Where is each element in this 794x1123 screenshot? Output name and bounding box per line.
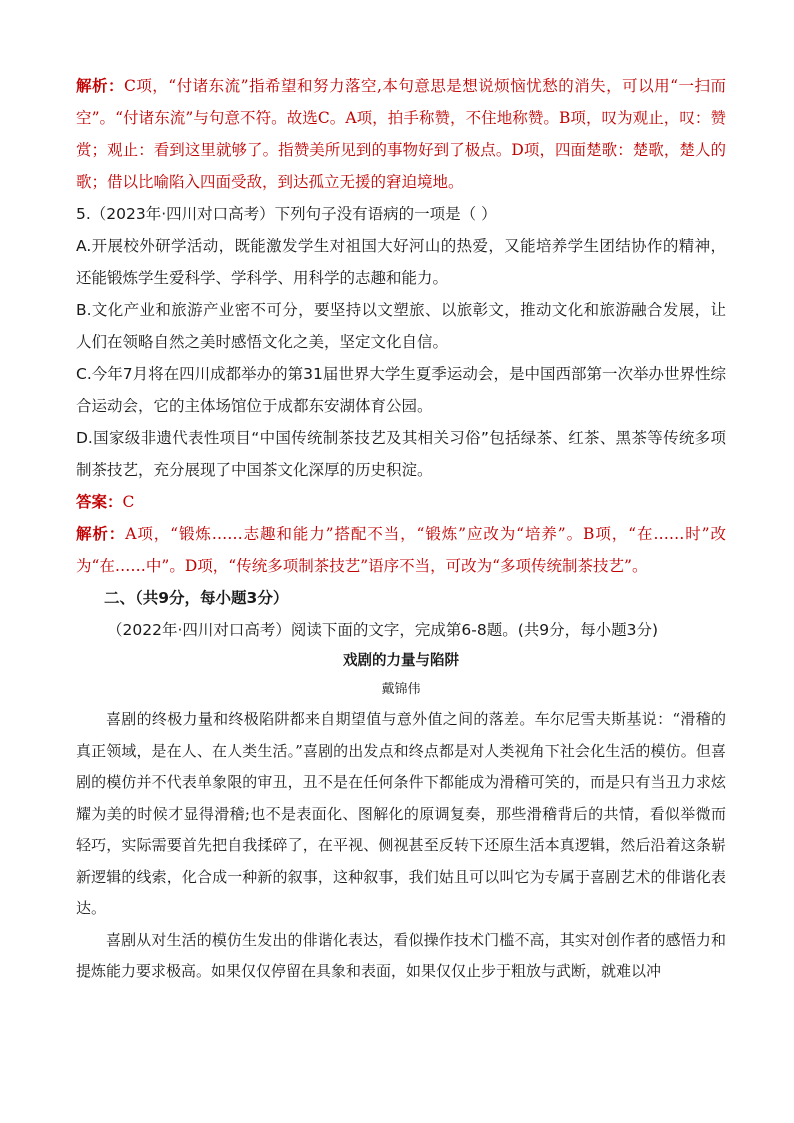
section-heading: 二、（共9分，每小题3分）: [104, 589, 289, 607]
analysis-text: C项，“付诸东流”指希望和努力落空,本句意思是想说烦恼忧愁的消失，可以用“一扫而空”。“付诸东流”与句意不符。故选C。A项，拍手称赞，不住地称赞。B项，叹为观止，叹：赞赏；观止：看到这里就够了。指赞美所见到的事物好到了极点。D项，四面楚歌：楚歌，楚人的歌；借以比喻陷入四面受敌，到达孤立无援的窘迫境地。: [76, 77, 726, 191]
question-5-stem: 5.（2023年·四川对口高考）下列句子没有语病的一项是（ ）: [76, 205, 497, 223]
question-5-option-a: A.开展校外研学活动，既能激发学生对祖国大好河山的热爱，又能培养学生团结协作的精神，还能锻炼学生爱科学、学科学、用科学的志趣和能力。: [76, 237, 726, 287]
section-intro: （2022年·四川对口高考）阅读下面的文字，完成第6-8题。(共9分，每小题3分): [107, 621, 659, 639]
article-paragraph: 喜剧的终极力量和终极陷阱都来自期望值与意外值之间的落差。车尔尼雪夫斯基说：“滑稽的真正领域，是在人、在人类生活。”喜剧的出发点和终点都是对人类视角下社会化生活的模仿。但喜剧的模仿并不代表单象限的审丑，丑不是在任何条件下都能成为滑稽可笑的，而是只有当丑力求炫耀为美的时候才显得滑稽;也不是表面化、图解化的原调复奏，那些滑稽背后的共情，看似举微而轻巧，实际需要首先把自我揉碎了，在平视、侧视甚至反转下还原生活本真逻辑，然后沿着这条崭新逻辑的线索，化合成一种新的叙事，这种叙事，我们姑且可以叫它为专属于喜剧艺术的俳谐化表达。: [76, 710, 726, 917]
analysis-label: 解析：: [76, 76, 124, 95]
article-paragraph: 喜剧从对生活的模仿生发出的俳谐化表达，看似操作技术门槛不高，其实对创作者的感悟力和提炼能力要求极高。如果仅仅停留在具象和表面，如果仅仅止步于粗放与武断，就难以冲: [76, 930, 726, 980]
document-content: [76, 70, 726, 988]
answer-value: C: [122, 493, 135, 511]
article-title: 戏剧的力量与陷阱: [343, 652, 459, 669]
analysis-paragraph-q4: [76, 70, 726, 198]
question-5-option-d: D.国家级非遗代表性项目“中国传统制茶技艺及其相关习俗”包括绿茶、红茶、黑茶等传统多项制茶技艺，充分展现了中国茶文化深厚的历史积淀。: [76, 429, 726, 479]
article-author: 戴锦伟: [381, 682, 421, 697]
answer-line: [76, 486, 726, 518]
answer-label: 答案：: [76, 492, 123, 511]
question-5-option-c: C.今年7月将在四川成都举办的第31届世界大学生夏季运动会，是中国西部第一次举办世界性综合运动会，它的主体场馆位于成都东安湖体育公园。: [76, 365, 726, 415]
question-5-option-b: B.文化产业和旅游产业密不可分，要坚持以文塑旅、以旅彰文，推动文化和旅游融合发展，让人们在领略自然之美时感悟文化之美，坚定文化自信。: [76, 301, 726, 351]
analysis-label: 解析：: [76, 524, 126, 543]
analysis-text: A项，“锻炼……志趣和能力”搭配不当，“锻炼”应改为“培养”。B项，“在……时”改为“在……中”。D项，“传统多项制茶技艺”语序不当，可改为“多项传统制茶技艺”。: [76, 525, 726, 575]
analysis-paragraph-q5: [76, 518, 726, 582]
